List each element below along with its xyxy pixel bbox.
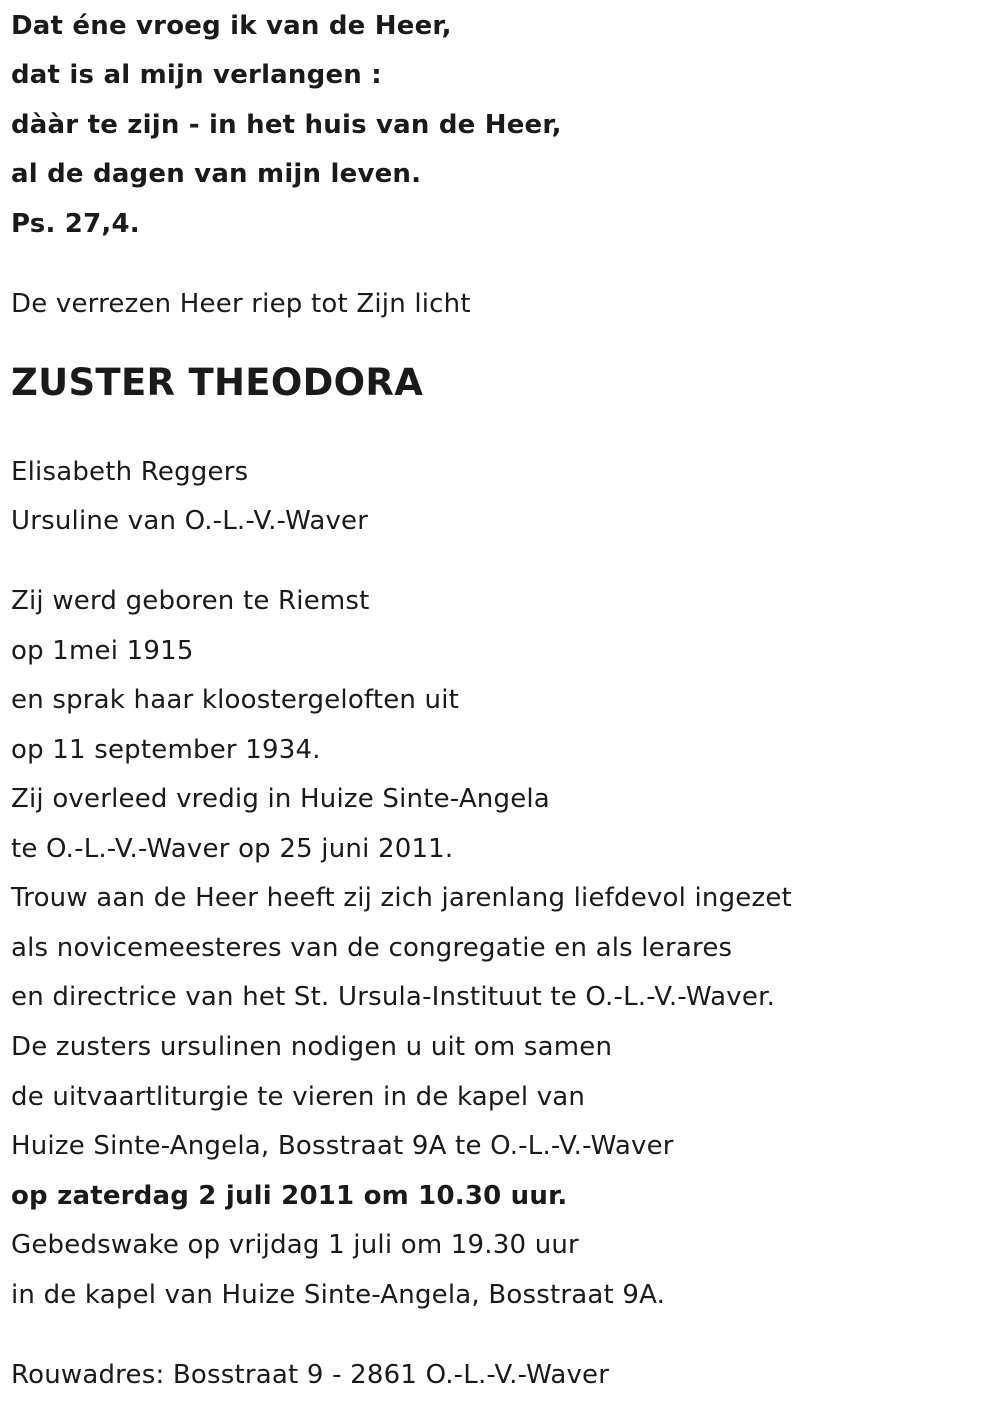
body-line-1: Zij werd geboren te Riemst	[11, 586, 370, 616]
body-line-12: Huize Sinte-Angela, Bosstraat 9A te O.-L.-V.-Waver	[11, 1131, 674, 1161]
deceased-name: ZUSTER THEODORA	[11, 361, 424, 404]
verse-line-1: Dat éne vroeg ik van de Heer,	[11, 11, 452, 41]
body-line-11: de uitvaartliturgie te vieren in de kapel van	[11, 1082, 586, 1112]
body-line-5: Zij overleed vredig in Huize Sinte-Angela	[11, 784, 550, 814]
body-line-7: Trouw aan de Heer heeft zij zich jarenlang liefdevol ingezet	[11, 883, 792, 913]
mourning-address: Rouwadres: Bosstraat 9 - 2861 O.-L.-V.-Waver	[11, 1360, 610, 1390]
verse-line-3: dààr te zijn - in het huis van de Heer,	[11, 110, 562, 140]
vigil-line-1: Gebedswake op vrijdag 1 juli om 19.30 uur	[11, 1230, 579, 1260]
religious-order: Ursuline van O.-L.-V.-Waver	[11, 506, 369, 536]
verse-reference: Ps. 27,4.	[11, 209, 140, 239]
body-line-2: op 1mei 1915	[11, 636, 194, 666]
body-line-8: als novicemeesteres van de congregatie en als lerares	[11, 933, 733, 963]
funeral-time: op zaterdag 2 juli 2011 om 10.30 uur.	[11, 1181, 568, 1211]
verse-line-4: al de dagen van mijn leven.	[11, 159, 422, 189]
verse-line-2: dat is al mijn verlangen :	[11, 60, 382, 90]
body-line-4: op 11 september 1934.	[11, 735, 321, 765]
body-line-9: en directrice van het St. Ursula-Instituut te O.-L.-V.-Waver.	[11, 982, 776, 1012]
civil-name: Elisabeth Reggers	[11, 457, 249, 487]
intro-text: De verrezen Heer riep tot Zijn licht	[11, 289, 471, 319]
vigil-line-2: in de kapel van Huize Sinte-Angela, Bosstraat 9A.	[11, 1280, 666, 1310]
body-line-10: De zusters ursulinen nodigen u uit om samen	[11, 1032, 613, 1062]
body-line-3: en sprak haar kloostergeloften uit	[11, 685, 460, 715]
body-line-6: te O.-L.-V.-Waver op 25 juni 2011.	[11, 834, 454, 864]
